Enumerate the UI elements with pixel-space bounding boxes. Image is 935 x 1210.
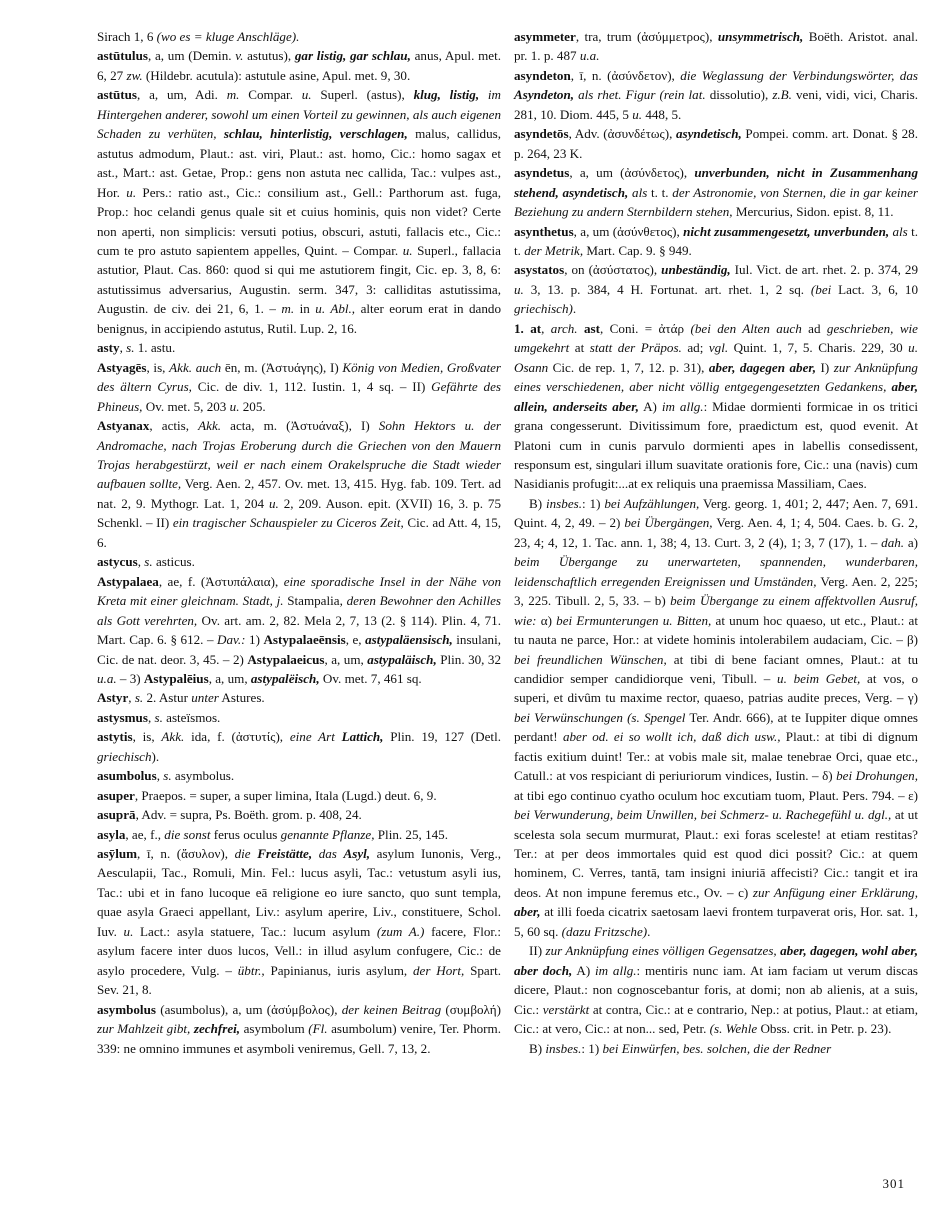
- entry-text: (s. Wehle: [709, 1021, 758, 1037]
- entry-text: beim Übergange zu unerwarteten, spannenden, wunderbaren, leidenschaftlich erregenden Ereignissen und Umständen,: [514, 554, 918, 589]
- entry-text: A): [572, 962, 595, 978]
- dictionary-entry-paragraph: [97, 358, 501, 416]
- entry-text: deren Bewohner den Achilles als Gott verehrten,: [97, 593, 501, 628]
- entry-text: zur Mahlzeit gibt,: [97, 1021, 194, 1037]
- entry-headword: asȳlum: [97, 846, 138, 862]
- entry-text: veni, vidi, vici, Charis. 281, 10. Diom. 445, 5: [514, 87, 919, 122]
- entry-text: u.: [126, 184, 137, 200]
- entry-text: ,: [137, 554, 145, 570]
- entry-text: Lattich,: [341, 729, 384, 745]
- entry-text: at tibi ego continuo cyatho oculum hoc excutiam tuom, Plaut. Pers. 794. – ε): [514, 787, 918, 803]
- entry-text: der keinen Beitrag: [341, 1001, 442, 1017]
- entry-text: u.a.: [579, 48, 600, 64]
- entry-text: , Adv. (ἀσυνδέτως),: [568, 126, 676, 142]
- entry-headword: astysmus: [97, 709, 148, 725]
- entry-text: dah.: [881, 534, 905, 550]
- dictionary-entry-paragraph: [514, 222, 918, 261]
- entry-text: Ov. met. 7, 461 sq.: [319, 670, 422, 686]
- dictionary-entry-paragraph: [97, 27, 501, 46]
- entry-text: zur Anfügung einer Erklärung,: [752, 884, 918, 900]
- entry-text: Verg. Aen. 2, 457. Ov. met. 13, 415. Hyg. fab. 109. Tert. ad nat. 2, 9. Mythogr. Lat. 1, 204: [97, 476, 501, 511]
- entry-text: (bei den Alten auch: [690, 320, 802, 336]
- entry-text: Gefährte des Phineus,: [97, 379, 501, 414]
- entry-text: ēn, m. (Ἀστυάγης), I): [221, 359, 343, 375]
- entry-text: griechisch: [97, 748, 152, 764]
- entry-text: Astures.: [218, 690, 265, 706]
- entry-text: astypaläensisch,: [365, 632, 453, 648]
- entry-text: at vos, o superi, et divûm tu maxime rector, quaeso, patrias audite preces, Verg. – γ): [514, 670, 918, 706]
- entry-text: at tibi di bene faciant omnes, Plaut.: at tu candidior semper candidiorque veni, Tibull. –: [514, 651, 919, 686]
- entry-text: ,: [541, 320, 551, 336]
- entry-text: aber,: [514, 904, 541, 920]
- entry-text: astutus),: [243, 48, 295, 64]
- entry-text: , Praepos. = super, a super limina, Itala (Lugd.) deut. 6, 9.: [134, 787, 437, 803]
- dictionary-entry-paragraph: [97, 1000, 501, 1058]
- entry-text: u.a.: [97, 670, 117, 686]
- entry-text: , a, um,: [324, 651, 368, 667]
- entry-text: Plaut.: at tibi di dignum factis exitium duint! Ter.: at vobis male sit, malae tenebrae Orci, quae etc., Catull.: at vos respiciant di periuriorum vindices, Iustin. – δ): [514, 729, 918, 784]
- entry-text: , ae, f.,: [125, 826, 165, 842]
- entry-text: Spart. Sev. 21, 8.: [97, 962, 501, 998]
- entry-text: asyndetisch,: [675, 126, 742, 142]
- entry-text: asteïsmos.: [162, 709, 221, 725]
- dictionary-entry-paragraph: [514, 27, 918, 66]
- entry-text: aber, dagegen aber,: [708, 359, 817, 375]
- entry-text: – 3): [116, 670, 144, 686]
- entry-text: at contra, Cic.: at e contrario, Nep.: at potius, Plaut.: at etiam, Cic.: at vero, Cic.: at non... sed, Petr.: [514, 1001, 918, 1037]
- dictionary-entry-paragraph: [97, 786, 501, 805]
- entry-text: , ī, n. (ἄσυλον),: [137, 846, 235, 862]
- entry-text: at ut scelesta sola secum murmurat, Plaut.: exi foras sceleste! at etiam restitas? Ter.: at per deos immortales quid est quod dici possit? Cic.: at quem hominem, C. Verres, tantā, tam insigni iniuriā affecisti? Cic.: tangit et ira deos. At non impune feremus etc., Ov. – c): [514, 807, 918, 900]
- entry-headword: asyla: [97, 826, 126, 842]
- dictionary-entry-paragraph: [97, 844, 501, 1000]
- entry-text: bei Drohungen,: [836, 768, 919, 784]
- entry-text: genannte Pflanze,: [280, 826, 375, 842]
- entry-text: 1): [245, 632, 264, 648]
- entry-text: schlau, hinterlistig, verschlagen,: [223, 126, 408, 142]
- entry-headword: asymmeter: [514, 29, 576, 44]
- entry-text: Akk.: [161, 729, 185, 745]
- entry-text: Ov. art. am. 2, 82. Mela 2, 7, 13 (2. § 114). Plin. 4, 71. Mart. Cap. 6. § 612. –: [97, 612, 501, 648]
- entry-text: Freistätte,: [257, 846, 313, 862]
- entry-text: : 1): [581, 1040, 603, 1056]
- entry-text: a): [904, 534, 918, 550]
- entry-text: u.: [402, 242, 413, 258]
- entry-text: Mercurius, Sidon. epist. 8, 11.: [732, 204, 894, 220]
- entry-text: 448, 5.: [642, 106, 682, 122]
- entry-text: Cic. de rep. 1, 7, 12. p. 31),: [548, 359, 709, 375]
- entry-text: astypalëisch,: [250, 670, 320, 686]
- entry-text: (asumbolus), a, um (ἀσύμβολος),: [155, 1001, 342, 1017]
- entry-text: Sirach 1, 6: [97, 29, 157, 44]
- entry-text: .: [647, 923, 651, 939]
- dictionary-entry-paragraph: [514, 319, 918, 494]
- entry-text: ,: [119, 340, 127, 356]
- entry-text: bei Einwürfen, bes. solchen, die der Redner: [602, 1040, 832, 1056]
- entry-text: Lact.: asyla statuere, Tac.: lucum asylum: [133, 923, 377, 939]
- entry-text: Superl. (astus),: [311, 87, 414, 103]
- dictionary-entry-paragraph: [97, 552, 501, 571]
- dictionary-entry-paragraph: [97, 708, 501, 727]
- entry-text: statt der Präpos.: [589, 340, 682, 356]
- dictionary-entry-paragraph: [97, 688, 501, 707]
- entry-headword: astycus: [97, 554, 138, 570]
- entry-text: Obss. crit. in Petr. p. 23).: [757, 1021, 892, 1037]
- entry-text: Pompei. comm. art. Donat. § 28. p. 264, 23 K.: [514, 126, 918, 161]
- entry-text: , a, um (ἀσύνθετος),: [573, 223, 684, 239]
- entry-text: unter: [191, 690, 219, 706]
- entry-text: at illi foeda cicatrix saetosam laevi frontem turpaverat oris, Hor. sat. 1, 5, 60 sq.: [514, 904, 918, 939]
- entry-text: 1. astu.: [134, 340, 176, 356]
- dictionary-entry-paragraph: [514, 124, 918, 163]
- entry-text: at: [569, 340, 590, 356]
- entry-headword: astūtulus: [97, 48, 148, 64]
- entry-text: m.: [226, 87, 240, 103]
- entry-text: unbeständig,: [661, 262, 731, 278]
- entry-text: insulani, Cic. de nat. deor. 3, 45. – 2): [97, 632, 502, 667]
- entry-text: als: [628, 184, 648, 200]
- entry-text: asylum Iunonis, Verg., Aesculapii, Tac., Romuli, Min. Fel.: lucus asyli, Tac.: vetustum asyli ius, Tac.: ubi et in fano lucoque eā religione eo iure sancto, quo sunt templa, quae asyla Graeci appellant, Liv.: asylum aperire, Liv., constituere, Schol. Iuv.: [97, 846, 501, 939]
- entry-text: s.: [154, 709, 163, 725]
- entry-text: (Fl.: [308, 1021, 328, 1037]
- entry-headword: asystatos: [514, 262, 565, 278]
- entry-text: u. beim Gebet,: [777, 670, 861, 686]
- entry-text: beim Übergange zu einem affektvollen Ausruf, wie:: [514, 593, 919, 628]
- entry-text: aber, allein, anderseits aber,: [514, 379, 918, 414]
- entry-text: 3, 13. p. 384, 4 H. Fortunat. art. rhet. 1, 2 sq.: [523, 281, 811, 297]
- entry-headword: Astyanax: [97, 418, 150, 434]
- entry-text: Ter. Andr. 666), at te Iuppiter dique omnes perdant!: [514, 709, 918, 745]
- entry-text: ,: [128, 690, 135, 706]
- entry-text: geschrieben, wie umgekehrt: [514, 320, 918, 356]
- entry-text: , actis,: [149, 418, 199, 434]
- entry-text: Ov. met. 5, 203: [142, 398, 230, 414]
- entry-text: der Metrik,: [524, 242, 584, 258]
- entry-text: : mentiris nunc iam. At iam faciam ut verum discas dicere, Plaut.: non cognoscebantur foris, at domi; non ab alienis, at a suis, Cic.:: [514, 962, 918, 1017]
- entry-text: , Coni. = ἀτάρ: [600, 320, 691, 336]
- dictionary-entry-paragraph: [97, 805, 501, 824]
- entry-text: B): [529, 495, 546, 511]
- dictionary-entry-paragraph: [97, 416, 501, 552]
- entry-text: t. t.: [514, 223, 919, 258]
- entry-text: u.: [632, 106, 643, 122]
- entry-text: malus, callidus, astutus admodum, Plaut.: ast. viri, Plaut.: ast. homo, Cic.: homo sagax et ast., Mart.: ast. Getae, Prop.: gens non astuta nec callida, Tac.: vulpes ast., Hor.: [97, 126, 501, 200]
- entry-text: I): [816, 359, 834, 375]
- entry-text: Cic. ad Att. 4, 15, 6.: [97, 515, 502, 550]
- entry-headword: asyndetus: [514, 165, 570, 181]
- entry-text: : Midae dormienti formicae in os tritici grana congesserunt. Divitissimum fore, praedictum est, quod evenit. At Platoni cum in cunis parvulo dormienti apes in labellis consedissent, responsum est, singulari illum suavitate orationis fore, Cic.: una (navis) cum Nasidianis profugit:...at ex reliquis una praemissa Massiliam, Caes.: [514, 398, 919, 492]
- entry-headword: Astyr: [97, 690, 129, 706]
- entry-text: ad;: [681, 340, 709, 356]
- dictionary-entry-paragraph: [97, 766, 501, 785]
- entry-text: astypaläisch,: [367, 651, 437, 667]
- entry-text: König von Medien, Großvater des ältern Cyrus,: [97, 359, 501, 395]
- entry-headword: Astypalaeicus: [247, 651, 325, 667]
- entry-text: u. Abl.,: [315, 301, 356, 317]
- entry-text: unverbunden, nicht in Zusammenhang stehend, asyndetisch,: [514, 165, 918, 200]
- entry-text: z.B.: [772, 87, 792, 103]
- entry-text: unsymmetrisch,: [717, 29, 804, 44]
- entry-text: im allg.: [595, 962, 637, 978]
- entry-text: ,: [147, 709, 155, 725]
- entry-text: , tra, trum (ἀσύμμετρος),: [575, 29, 718, 44]
- entry-text: 2, 209. Auson. epit. (XVII) 16, 3. p. 75 Schenkl. – II): [97, 495, 501, 531]
- entry-headword: Astypalaea: [97, 573, 159, 589]
- entry-text: asumbolum) venire, Ter. Phorm. 339: ne omnino immunes et asymboli veniremus, Gell. 7, 13, 2.: [97, 1021, 501, 1056]
- entry-headword: asuper: [97, 787, 135, 803]
- entry-text: Mart. Cap. 9. § 949.: [583, 242, 692, 258]
- entry-text: u.: [229, 398, 240, 414]
- entry-headword: Astypalaeēnsis: [263, 632, 346, 648]
- dictionary-column-left: [97, 27, 501, 1058]
- dictionary-entry-paragraph: [514, 66, 918, 124]
- entry-text: vgl.: [708, 340, 729, 356]
- entry-text: die: [234, 846, 258, 862]
- entry-text: eine sporadische Insel in der Nähe von Kreta mit einer gleichnam. Stadt, j.: [97, 573, 501, 609]
- entry-text: s.: [126, 340, 135, 356]
- entry-text: der Hort,: [412, 962, 465, 978]
- entry-text: Stampalia,: [283, 593, 347, 609]
- entry-text: v.: [235, 48, 244, 64]
- entry-text: A): [638, 398, 662, 414]
- entry-headword: asumbolus: [97, 768, 157, 784]
- entry-text: zw.: [126, 67, 143, 83]
- entry-headword: asuprā: [97, 807, 136, 823]
- entry-text: , a, um, Adi.: [137, 87, 227, 103]
- dictionary-entry-paragraph: [97, 85, 501, 338]
- entry-text: , ae, f. (Ἀστυπάλαια),: [158, 573, 284, 589]
- entry-text: ida, f. (ἀστυτίς),: [184, 729, 290, 745]
- entry-text: asymbolum: [240, 1021, 309, 1037]
- entry-headword: ast: [583, 320, 600, 336]
- entry-text: bei Aufzählungen,: [604, 495, 700, 511]
- entry-headword: asynthetus: [514, 223, 574, 239]
- dictionary-entry-paragraph: [97, 825, 501, 844]
- dictionary-entry-paragraph: [514, 494, 918, 941]
- entry-text: nicht zusammengesetzt, unverbunden,: [683, 223, 890, 239]
- entry-text: 205.: [239, 398, 266, 414]
- entry-text: aber, dagegen, wohl aber, aber doch,: [514, 943, 918, 978]
- entry-text: bei freundlichen Wünschen,: [514, 651, 667, 667]
- entry-text: asticus.: [152, 554, 195, 570]
- entry-text: u.: [514, 281, 524, 297]
- entry-text: Sohn Hektors u. der Andromache, nach Trojas Eroberung durch die Griechen von den Mauern Trojas herabgestürzt, weil er nach einem Orakelspruche die Stadt wieder aufbauen sollte,: [97, 418, 502, 492]
- entry-text: Dav.:: [217, 632, 246, 648]
- dictionary-entry-paragraph: [514, 941, 918, 1038]
- entry-text: übtr.,: [237, 962, 265, 978]
- entry-text: insbes.: [545, 1040, 582, 1056]
- entry-text: Boëth. Aristot. anal. pr. 1. p. 487: [514, 29, 918, 64]
- entry-text: griechisch): [514, 301, 573, 317]
- entry-text: (zum A.): [376, 923, 425, 939]
- entry-text: u.: [268, 495, 279, 511]
- dictionary-entry-paragraph: [514, 260, 918, 318]
- entry-text: ).: [151, 748, 160, 764]
- entry-text: Akk.: [198, 418, 222, 434]
- entry-headword: astytis: [97, 729, 133, 745]
- entry-text: arch.: [550, 320, 578, 336]
- entry-text: u.: [123, 923, 134, 939]
- entry-text: zur Anknüpfung eines verschiedenen, aber nicht völlig entgegengesetzten Gedankens,: [514, 359, 918, 395]
- entry-text: α): [536, 612, 557, 628]
- entry-text: Plin. 30, 32: [436, 651, 502, 667]
- entry-text: , e,: [345, 632, 366, 648]
- entry-text: das: [312, 846, 344, 862]
- entry-text: s.: [163, 768, 172, 784]
- entry-text: zur Anknüpfung eines völligen Gegensatzes,: [545, 943, 781, 959]
- entry-text: (dazu Fritzsche): [561, 923, 648, 939]
- entry-text: s.: [134, 690, 144, 706]
- entry-text: zechfrei,: [193, 1021, 241, 1037]
- entry-text: u. Osann: [514, 340, 918, 375]
- entry-text: als: [889, 223, 908, 239]
- entry-text: m.: [281, 301, 295, 317]
- dictionary-entry-paragraph: [97, 572, 501, 689]
- entry-text: klug, listig,: [413, 87, 480, 103]
- entry-headword: Astypalēius: [143, 670, 209, 686]
- entry-headword: asyndeton: [514, 67, 571, 83]
- entry-text: verstärkt: [542, 1001, 590, 1017]
- entry-text: u.: [301, 87, 312, 103]
- entry-text: bei Ermunterungen u. Bitten,: [556, 612, 712, 628]
- entry-text: asymbolus.: [171, 768, 235, 784]
- entry-headword: asty: [97, 340, 120, 356]
- entry-text: ferus oculus: [210, 826, 281, 842]
- entry-text: ein tragischer Schauspieler zu Ciceros Zeit,: [172, 515, 404, 531]
- entry-text: bei Verwunderung, beim Unwillen, bei Schmerz- u. Rachegefühl u. dgl.,: [514, 807, 892, 823]
- entry-text: , on (ἀσύστατος),: [564, 262, 662, 278]
- entry-text: aber od. ei so wollt ich, daß dich usw.,: [562, 729, 781, 745]
- entry-text: die Weglassung der Verbindungswörter, das: [680, 67, 919, 83]
- entry-text: Iul. Vict. de art. rhet. 2. p. 374, 29: [730, 262, 919, 278]
- entry-text: Plin. 25, 145.: [374, 826, 448, 842]
- entry-text: (wo es = kluge Anschläge).: [156, 29, 300, 44]
- entry-text: gar listig, gar schlau,: [294, 48, 411, 64]
- entry-text: Verg. Aen. 4, 1; 4, 504. Caes. b. G. 2, 23, 4; 4, 12, 1. Tac. ann. 1, 38; 4, 13. Curt. 3, 2 (4), 1; 3, 7 (17), 1. –: [514, 515, 918, 550]
- entry-text: Verg. Aen. 2, 225; 3, 225. Tibull. 2, 5, 33. – b): [514, 573, 918, 609]
- entry-text: die sonst: [164, 826, 211, 842]
- dictionary-entry-paragraph: [97, 46, 501, 85]
- entry-text: Quint. 1, 7, 5. Charis. 229, 30: [728, 340, 909, 356]
- entry-text: als rhet. Figur (rein lat.: [574, 87, 710, 103]
- dictionary-column-right: [514, 27, 918, 1058]
- entry-text: , is,: [132, 729, 162, 745]
- entry-text: : 1): [582, 495, 605, 511]
- entry-headword: asymbolus: [97, 1001, 156, 1017]
- entry-text: Asyndeton,: [514, 87, 575, 103]
- entry-text: B): [529, 1040, 546, 1056]
- dictionary-entry-paragraph: [97, 338, 501, 357]
- entry-text: , a, um,: [208, 670, 251, 686]
- entry-text: (Hildebr. acutula): astutule asine, Apul. met. 9, 30.: [142, 67, 411, 83]
- entry-text: acta, m. (Ἀστυάναξ), I): [221, 418, 379, 434]
- entry-text: Papinianus, iuris asylum,: [264, 962, 413, 978]
- entry-text: , ī, n. (ἀσύνδετον),: [570, 67, 681, 83]
- entry-text: .: [572, 301, 577, 317]
- entry-text: Plin. 19, 127 (Detl.: [383, 729, 501, 745]
- entry-text: Superl., fallacia astutior, Plaut. Cas. 860: quod si qui me astutiorem fingit, Cic. ep. 3, 8, 6: astutissimus adversarius, Augustin. serm. 347, 3: calliditas astutissima, Augustin. de civ. dei 21, 6, 1. –: [97, 242, 501, 317]
- entry-text: im allg.: [661, 398, 704, 414]
- entry-text: alter eorum erat in dando benignus, in accipiendo astutus, Rutil. Lup. 2, 16.: [97, 301, 501, 336]
- entry-headword: astūtus: [97, 87, 138, 103]
- entry-text: Asyl,: [343, 846, 371, 862]
- entry-text: bei Verwünschungen (s. Spengel: [514, 709, 686, 725]
- entry-text: , Adv. = supra, Ps. Boëth. grom. p. 408, 24.: [135, 807, 362, 823]
- entry-text: , is,: [146, 359, 170, 375]
- dictionary-entry-paragraph: [514, 163, 918, 221]
- entry-text: ad: [801, 320, 827, 336]
- dictionary-entry-paragraph: [97, 727, 501, 766]
- entry-headword: asyndetōs: [514, 126, 569, 142]
- entry-text: t. t.: [647, 184, 673, 200]
- entry-headword: Astyagēs: [97, 359, 147, 375]
- entry-text: in: [294, 301, 316, 317]
- entry-text: , a, um (Demin.: [147, 48, 236, 64]
- entry-text: 2. Astur: [143, 690, 192, 706]
- entry-text: , a, um (ἀσύνδετος),: [569, 165, 695, 181]
- entry-text: anus, Apul. met. 6, 27: [97, 48, 501, 83]
- entry-text: bei Übergängen,: [624, 515, 713, 531]
- page-number: 301: [882, 1176, 905, 1191]
- entry-text: ,: [156, 768, 164, 784]
- entry-text: dissolutio),: [709, 87, 773, 103]
- entry-text: eine Art: [289, 729, 342, 745]
- entry-text: facere, Flor.: asylum facere inter duos lucos, Vell.: in illud asylum confugere, Cic.: de asylo procedere, Vulg. –: [97, 923, 501, 978]
- entry-text: (bei: [810, 281, 832, 297]
- entry-text: Cic. de div. 1, 112. Iustin. 1, 4 sq. – II): [191, 379, 432, 395]
- entry-text: der Astronomie, von Sternen, die in gar keiner Beziehung zu andern Sternbildern stehen,: [514, 184, 918, 220]
- entry-text: at unum hoc quaeso, ut etc., Plaut.: at tu nauta ne parce, Hor.: at videte hominis intolerabilem audaciam, Cic. – β): [514, 612, 918, 648]
- entry-text: Verg. georg. 1, 401; 2, 447; Aen. 7, 691. Quint. 4, 2, 49. – 2): [514, 495, 918, 531]
- entry-text: II): [529, 943, 546, 959]
- entry-text: im Hintergehen anderer, sowohl um einen Vorteil zu gewinnen, als auch eigenen Schaden zu verhüten,: [97, 87, 501, 142]
- entry-text: s.: [144, 554, 153, 570]
- entry-text: Lact. 3, 6, 10: [831, 281, 918, 297]
- entry-text: Compar.: [239, 87, 302, 103]
- entry-text: insbes.: [546, 495, 583, 511]
- entry-text: Akk. auch: [169, 359, 222, 375]
- entry-headword: 1. at: [514, 320, 542, 336]
- entry-text: (συμβολή): [441, 1001, 501, 1017]
- entry-text: Pers.: ratio ast., Cic.: consilium ast., Gell.: Parthorum ast. fuga, Prop.: hoc celandi genus quale sit et cuius hominis, quis non videt? Certe non aperti, non simplicis: versuti potius, obscuri, astuti, fallacis etc., Cic.: cum te pro astuto sapientem appelles, Quint. – Compar.: [97, 184, 501, 258]
- dictionary-entry-paragraph: [514, 1039, 918, 1058]
